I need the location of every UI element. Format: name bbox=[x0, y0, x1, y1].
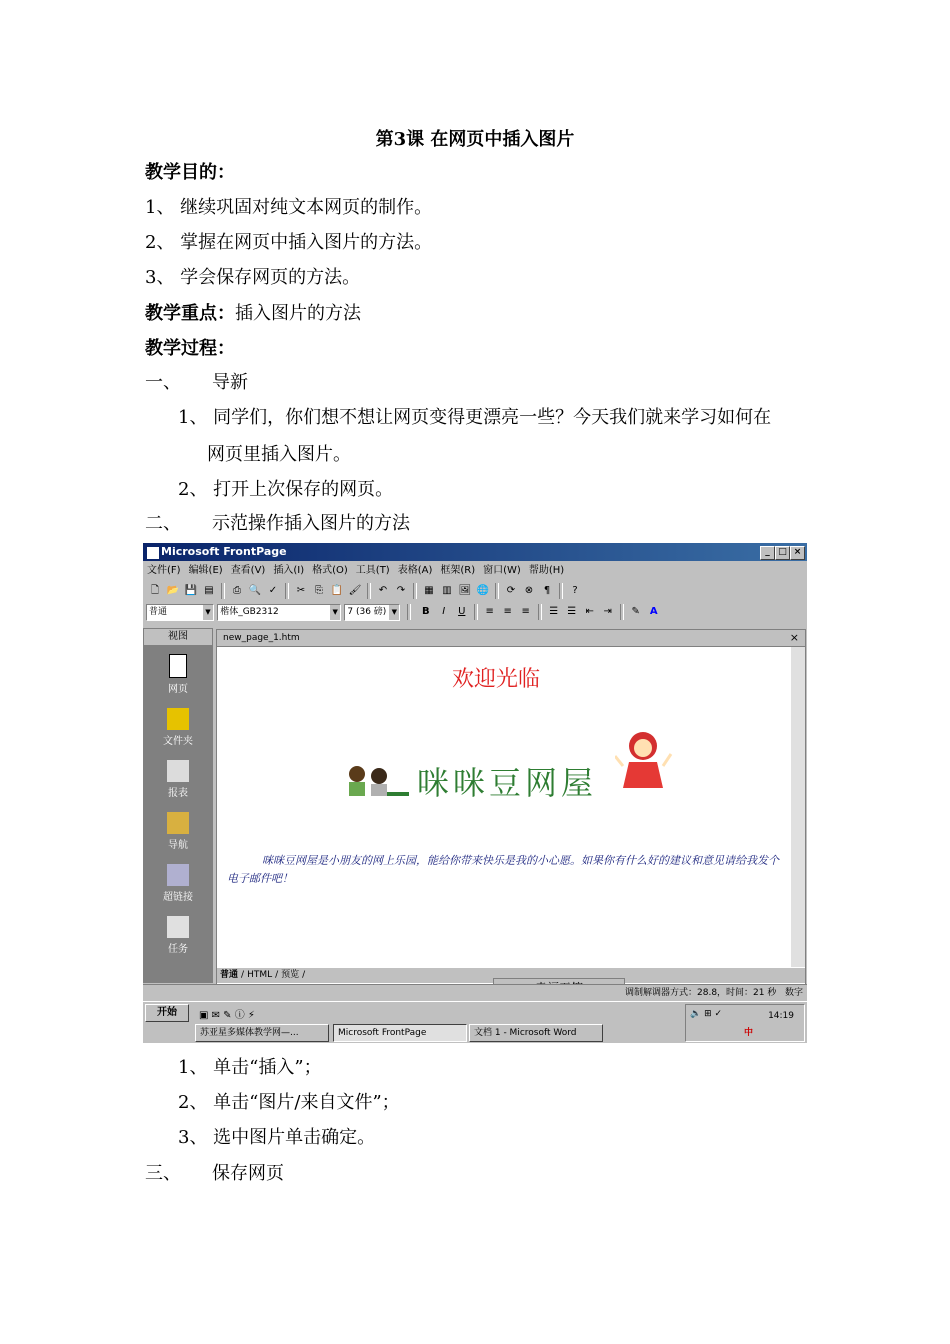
section-three-number: 三、 bbox=[145, 1163, 181, 1184]
view-navigation[interactable]: 导航 bbox=[143, 812, 213, 851]
list-item: 2、 单击“图片/来自文件”； bbox=[178, 1092, 400, 1113]
status-numlock: 数字 bbox=[784, 988, 803, 998]
hyperlinks-icon bbox=[167, 864, 189, 886]
view-reports[interactable]: 报表 bbox=[143, 760, 213, 799]
section-two-number: 二、 bbox=[145, 513, 181, 534]
goal-item: 1、 继续巩固对纯文本网页的制作。 bbox=[145, 197, 433, 218]
undo-icon[interactable]: ↶ bbox=[378, 585, 388, 596]
view-mode-tabs: 普通 / HTML / 预览 / bbox=[217, 968, 805, 983]
site-intro: 咪咪豆网屋是小朋友的网上乐园，能给你带来快乐是我的小心愿。如果你有什么好的建议和意见请给我发个电子邮件吧！ bbox=[227, 854, 779, 885]
insert-table-icon[interactable]: ▥ bbox=[442, 585, 452, 596]
views-bar bbox=[143, 628, 213, 983]
process-heading: 教学过程： bbox=[145, 338, 235, 359]
increase-indent-icon[interactable]: ⇥ bbox=[603, 606, 612, 617]
cut-icon[interactable]: ✂ bbox=[296, 585, 306, 596]
paragraph-icon[interactable]: ¶ bbox=[543, 585, 551, 596]
align-center-icon[interactable]: ≡ bbox=[503, 606, 512, 617]
bold-button[interactable]: B bbox=[421, 606, 430, 617]
section-one-title: 导新 bbox=[212, 372, 248, 393]
menu-help[interactable]: 帮助(H) bbox=[528, 565, 565, 576]
list-item-continuation: 网页里插入图片。 bbox=[207, 444, 351, 465]
status-text: 调制解调器方式：28.8，时间：21 秒 bbox=[625, 988, 777, 998]
document-tab bbox=[217, 630, 805, 647]
key-heading: 教学重点： bbox=[145, 303, 235, 324]
view-folders[interactable]: 文件夹 bbox=[143, 708, 213, 747]
font-combo[interactable]: 楷体_GB2312 ▼ bbox=[217, 604, 341, 621]
hyperlink-icon[interactable]: 🌐 bbox=[476, 585, 490, 596]
size-combo[interactable]: 7 (36 磅) ▼ bbox=[344, 604, 400, 621]
tab-preview[interactable]: 预览 bbox=[281, 970, 300, 980]
insert-picture-icon[interactable]: 🖼 bbox=[458, 585, 472, 596]
help-icon[interactable]: ? bbox=[572, 585, 578, 596]
goal-item: 2、 掌握在网页中插入图片的方法。 bbox=[145, 232, 433, 253]
decrease-indent-icon[interactable]: ⇤ bbox=[585, 606, 594, 617]
menu-file[interactable]: 文件(F) bbox=[147, 565, 181, 576]
list-item: 1、 单击“插入”； bbox=[178, 1057, 322, 1078]
paste-icon[interactable]: 📋 bbox=[330, 585, 344, 596]
start-button[interactable]: 开始 bbox=[145, 1004, 189, 1022]
window-title: Microsoft FrontPage bbox=[161, 545, 287, 558]
section-one-number: 一、 bbox=[145, 372, 181, 393]
key-text: 插入图片的方法 bbox=[235, 303, 361, 324]
document-filename: new_page_1.htm bbox=[223, 633, 300, 643]
view-tasks[interactable]: 任务 bbox=[143, 916, 213, 955]
folder-icon bbox=[167, 708, 189, 730]
align-right-icon[interactable]: ≡ bbox=[521, 606, 530, 617]
menu-edit[interactable]: 编辑(E) bbox=[188, 565, 223, 576]
menu-format[interactable]: 格式(O) bbox=[312, 565, 348, 576]
menu-table[interactable]: 表格(A) bbox=[397, 565, 433, 576]
frontpage-icon bbox=[146, 546, 160, 560]
welcome-heading: 欢迎光临 bbox=[452, 667, 541, 692]
refresh-icon[interactable]: ⟳ bbox=[506, 585, 516, 596]
bullets-icon[interactable]: ☰ bbox=[567, 606, 577, 617]
view-page[interactable]: 网页 bbox=[143, 654, 213, 695]
align-left-icon[interactable]: ≡ bbox=[485, 606, 494, 617]
menu-view[interactable]: 查看(V) bbox=[230, 565, 266, 576]
print-icon[interactable]: ⎙ bbox=[233, 585, 241, 596]
close-button[interactable]: × bbox=[790, 546, 805, 560]
section-two-title: 示范操作插入图片的方法 bbox=[212, 513, 410, 534]
tasks-icon bbox=[167, 916, 189, 938]
clock: 14:19 bbox=[768, 1011, 794, 1021]
key-point bbox=[145, 303, 361, 325]
tray-icons[interactable]: 🔈 ⊞ ✓ bbox=[690, 1009, 723, 1019]
goal-item: 3、 学会保存网页的方法。 bbox=[145, 267, 361, 288]
format-painter-icon[interactable]: 🖌 bbox=[348, 585, 362, 596]
preview-icon[interactable]: 🔍 bbox=[248, 585, 262, 596]
formatting-toolbar bbox=[146, 603, 686, 623]
girl-illustration bbox=[615, 726, 675, 796]
maximize-button[interactable]: □ bbox=[775, 546, 790, 560]
new-icon[interactable]: 🗋 bbox=[150, 585, 160, 596]
reports-icon bbox=[167, 760, 189, 782]
highlight-icon[interactable]: ✎ bbox=[631, 606, 640, 617]
menu-bar bbox=[143, 562, 807, 580]
document-pane[interactable] bbox=[216, 629, 806, 985]
task-teaching-network[interactable]: 苏亚星多媒体教学网—... bbox=[195, 1024, 329, 1042]
menu-frames[interactable]: 框架(R) bbox=[440, 565, 476, 576]
minimize-button[interactable]: _ bbox=[760, 546, 775, 560]
status-bar bbox=[143, 984, 807, 1001]
taskbar bbox=[143, 1001, 807, 1043]
italic-button[interactable]: I bbox=[442, 606, 446, 617]
insert-component-icon[interactable]: ▦ bbox=[424, 585, 434, 596]
style-combo[interactable]: 普通 ▼ bbox=[146, 604, 214, 621]
menu-tools[interactable]: 工具(T) bbox=[355, 565, 390, 576]
underline-button[interactable]: U bbox=[458, 606, 466, 617]
open-icon[interactable]: 📂 bbox=[166, 585, 180, 596]
quick-launch-icons[interactable]: ▣ ✉ ✎ ⓘ ⚡ bbox=[199, 1010, 255, 1021]
section-three-title: 保存网页 bbox=[212, 1163, 284, 1184]
window-titlebar bbox=[143, 543, 807, 561]
spelling-icon[interactable]: ✓ bbox=[268, 585, 278, 596]
close-document-icon[interactable]: × bbox=[789, 631, 799, 644]
copy-icon[interactable]: ⎘ bbox=[315, 585, 323, 596]
redo-icon[interactable]: ↷ bbox=[396, 585, 406, 596]
tray-ime-indicator[interactable]: 中 bbox=[744, 1028, 754, 1038]
tab-normal[interactable]: 普通 bbox=[220, 970, 239, 980]
system-tray bbox=[685, 1004, 805, 1042]
frontpage-screenshot bbox=[143, 543, 807, 1043]
font-color-icon[interactable]: A bbox=[649, 606, 658, 617]
menu-window[interactable]: 窗口(W) bbox=[483, 565, 521, 576]
list-item: 2、 打开上次保存的网页。 bbox=[178, 479, 394, 500]
task-frontpage[interactable]: Microsoft FrontPage bbox=[333, 1024, 467, 1042]
kids-illustration bbox=[341, 762, 411, 802]
page-view-icon bbox=[169, 654, 187, 678]
page-title: 第3课 在网页中插入图片 bbox=[375, 129, 575, 150]
numbering-icon[interactable]: ☰ bbox=[549, 606, 559, 617]
list-item: 3、 选中图片单击确定。 bbox=[178, 1127, 376, 1148]
site-banner: 咪咪豆网屋 bbox=[417, 764, 598, 802]
goal-heading: 教学目的： bbox=[145, 162, 235, 183]
views-header: 视图 bbox=[143, 628, 213, 646]
view-hyperlinks[interactable]: 超链接 bbox=[143, 864, 213, 903]
publish-icon[interactable]: ▤ bbox=[204, 585, 214, 596]
list-item: 1、 同学们，你们想不想让网页变得更漂亮一些？今天我们就来学习如何在 bbox=[178, 407, 772, 428]
tab-html[interactable]: HTML bbox=[247, 970, 273, 980]
task-word[interactable]: 文档 1 - Microsoft Word bbox=[469, 1024, 603, 1042]
stop-icon[interactable]: ⊗ bbox=[524, 585, 534, 596]
vertical-scrollbar[interactable] bbox=[791, 647, 805, 967]
menu-insert[interactable]: 插入(I) bbox=[273, 565, 305, 576]
standard-toolbar bbox=[146, 582, 666, 602]
save-icon[interactable]: 💾 bbox=[184, 585, 198, 596]
navigation-icon bbox=[167, 812, 189, 834]
